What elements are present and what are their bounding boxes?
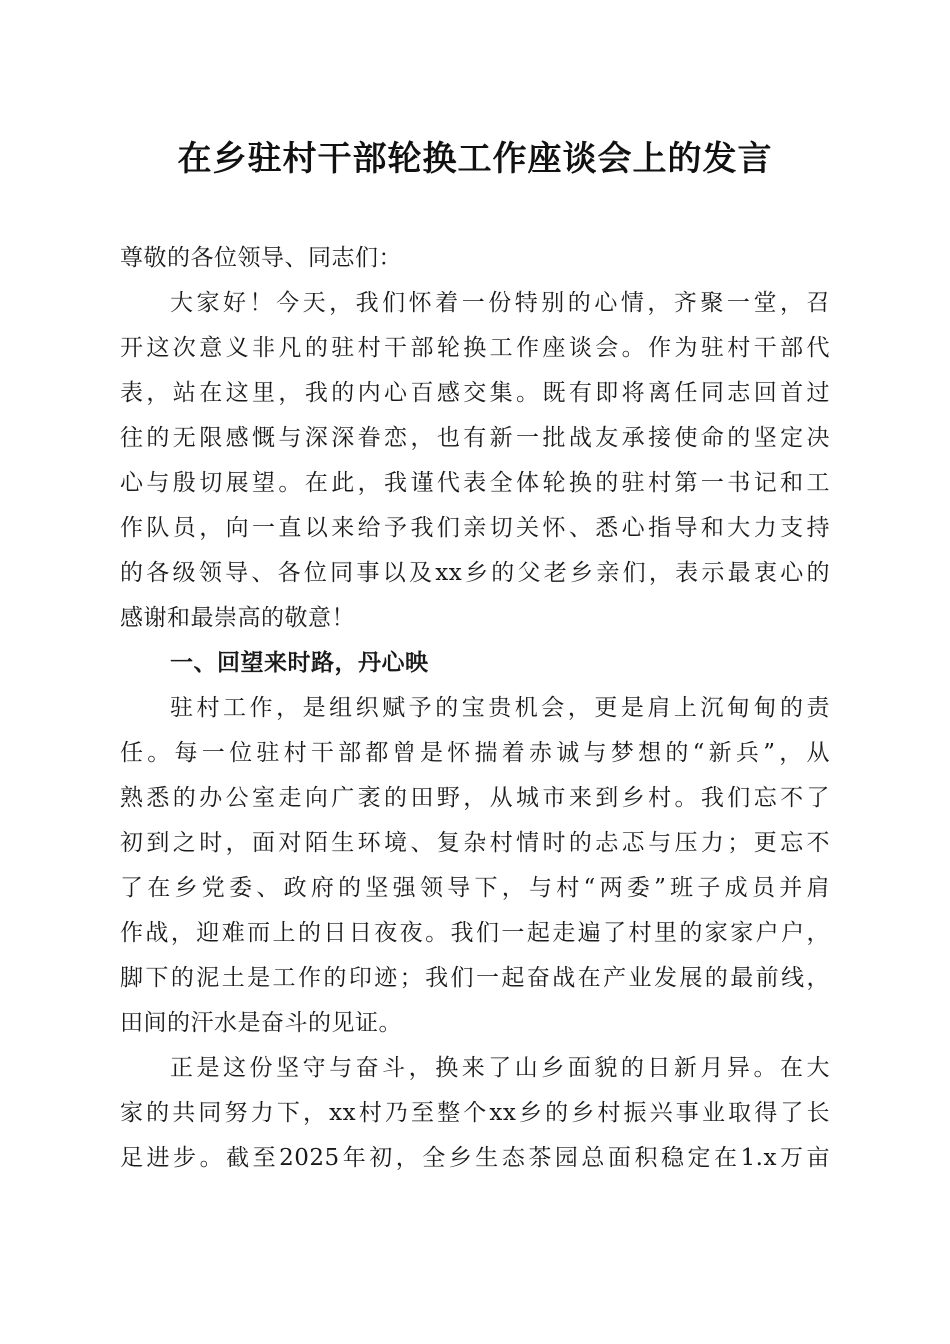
- paragraph-section-1: [120, 686, 830, 1046]
- paragraph-line: 的各级领导、各位同事以及xx乡的父老乡亲们，表示最衷心的: [120, 560, 830, 586]
- paragraph-line: 脚下的泥土是工作的印迹；我们一起奋战在产业发展的最前线，: [120, 965, 830, 991]
- paragraph-line: 了在乡党委、政府的坚强领导下，与村“两委”班子成员并肩: [120, 875, 830, 901]
- document-body: [120, 236, 830, 1181]
- paragraph-opening: [120, 281, 830, 641]
- section-heading: 一、回望来时路，丹心映: [170, 650, 429, 676]
- paragraph-line: 任。每一位驻村干部都曾是怀揣着赤诚与梦想的“新兵”，从: [120, 740, 830, 766]
- document-title: 在乡驻村干部轮换工作座谈会上的发言: [177, 139, 773, 179]
- paragraph-line: 驻村工作，是组织赋予的宝贵机会，更是肩上沉甸甸的责: [170, 695, 830, 721]
- paragraph-line: 表，站在这里，我的内心百感交集。既有即将离任同志回首过: [120, 380, 830, 406]
- paragraph-line: 作队员，向一直以来给予我们亲切关怀、悉心指导和大力支持: [120, 515, 830, 541]
- paragraph-section-2: [120, 1046, 830, 1181]
- paragraph-line: 足进步。截至2025年初，全乡生态茶园总面积稳定在1.x万亩: [120, 1145, 830, 1171]
- paragraph-line: 家的共同努力下，xx村乃至整个xx乡的乡村振兴事业取得了长: [120, 1100, 830, 1126]
- paragraph-line: 熟悉的办公室走向广袤的田野，从城市来到乡村。我们忘不了: [120, 785, 830, 811]
- paragraph-line: 开这次意义非凡的驻村干部轮换工作座谈会。作为驻村干部代: [120, 335, 830, 361]
- paragraph-line: 正是这份坚守与奋斗，换来了山乡面貌的日新月异。在大: [170, 1055, 830, 1081]
- paragraph-line: 作战，迎难而上的日日夜夜。我们一起走遍了村里的家家户户，: [120, 920, 830, 946]
- paragraph-line: 心与殷切展望。在此，我谨代表全体轮换的驻村第一书记和工: [120, 470, 830, 496]
- paragraph-line: 初到之时，面对陌生环境、复杂村情时的忐忑与压力；更忘不: [120, 830, 830, 856]
- paragraph-line: 大家好！今天，我们怀着一份特别的心情，齐聚一堂，召: [170, 290, 830, 316]
- paragraph-line: 感谢和最崇高的敬意！: [120, 605, 355, 631]
- paragraph-line: 往的无限感慨与深深眷恋，也有新一批战友承接使命的坚定决: [120, 425, 830, 451]
- paragraph-line: 田间的汗水是奋斗的见证。: [120, 1010, 402, 1036]
- greeting-line: 尊敬的各位领导、同志们：: [120, 245, 402, 271]
